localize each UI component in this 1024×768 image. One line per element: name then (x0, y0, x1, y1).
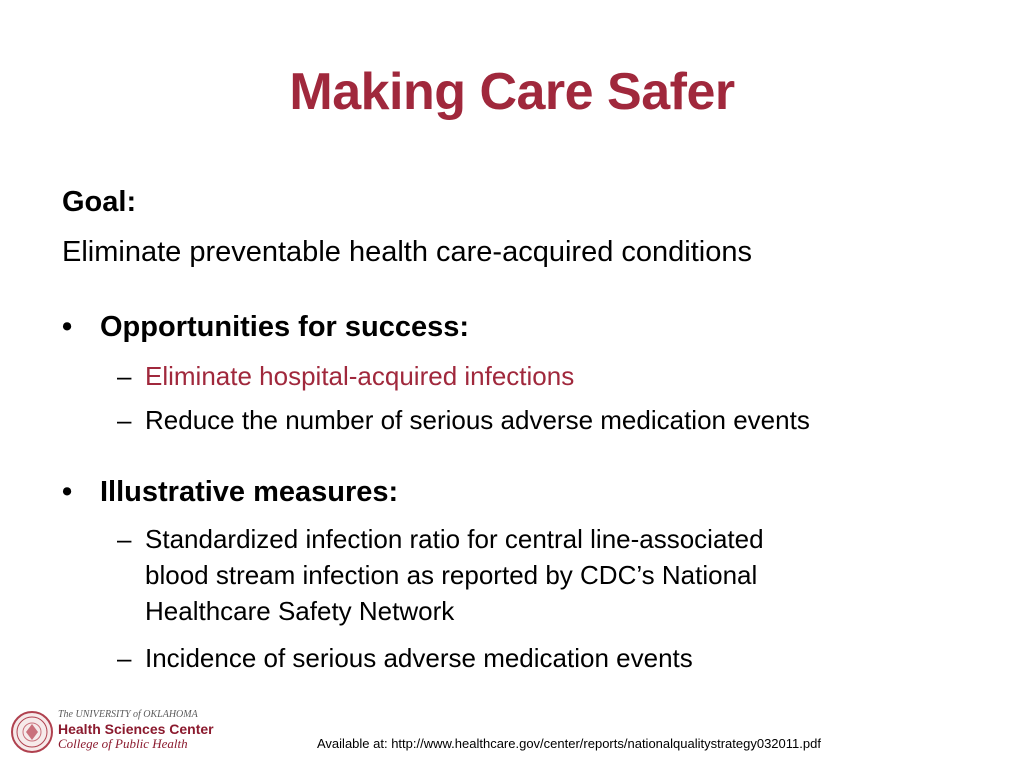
opportunities-heading: Opportunities for success: (100, 311, 470, 343)
list-item-text: blood stream infection as reported by CDC’s National (145, 560, 758, 590)
list-item-text: Standardized infection ratio for central line-associated (145, 524, 764, 554)
dash-icon: – (117, 361, 132, 391)
list-item-text: Reduce the number of serious adverse medication events (145, 405, 810, 435)
dash-icon: – (117, 405, 132, 435)
logo-college-name: College of Public Health (58, 736, 188, 751)
dash-icon: – (117, 643, 132, 673)
bullet-icon: • (62, 311, 73, 343)
measures-heading: Illustrative measures: (100, 476, 399, 508)
university-seal-icon (10, 704, 54, 760)
bullet-icon: • (62, 476, 73, 508)
list-item-text: Eliminate hospital-acquired infections (145, 361, 575, 391)
goal-heading: Goal: (62, 186, 137, 218)
slide-title: Making Care Safer (289, 63, 735, 121)
logo-university-name: The UNIVERSITY of OKLAHOMA (58, 709, 198, 720)
university-logo (10, 700, 224, 764)
list-item-text: Incidence of serious adverse medication events (145, 643, 693, 673)
source-citation: Available at: http://www.healthcare.gov/center/reports/nationalqualitystrategy032011.pdf (317, 736, 821, 751)
list-item-text: Healthcare Safety Network (145, 596, 455, 626)
dash-icon: – (117, 524, 132, 554)
logo-center-name: Health Sciences Center (58, 721, 214, 737)
goal-text: Eliminate preventable health care-acquired conditions (62, 236, 752, 268)
